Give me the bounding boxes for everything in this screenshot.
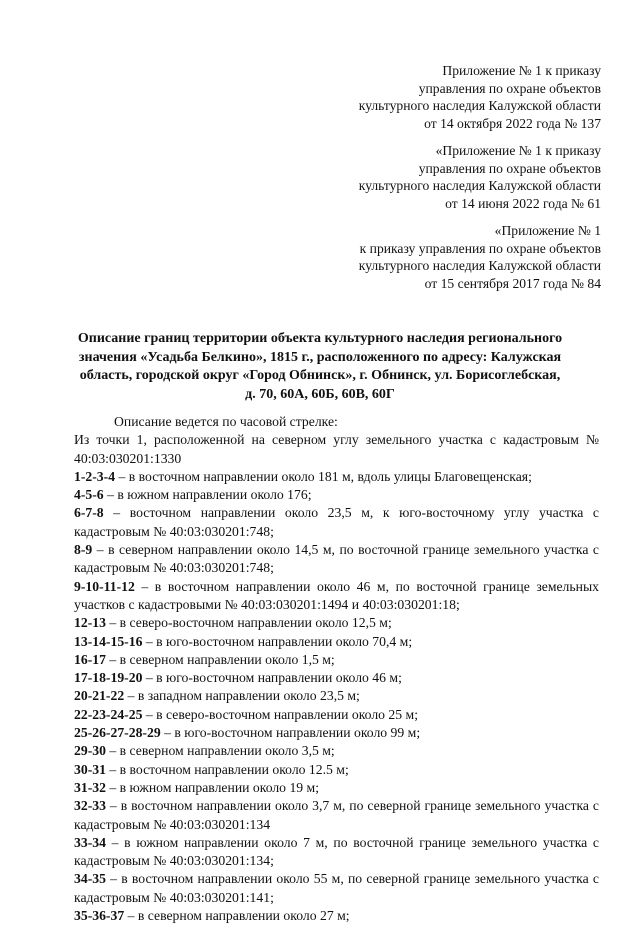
appendix-line: управления по охране объектов [418, 160, 601, 176]
segment-text: – в восточном направлении около 12.5 м; [105, 761, 349, 777]
segment-points: 13-14-15-16 [74, 633, 143, 649]
segment-points: 17-18-19-20 [74, 670, 143, 686]
appendix-line: управления по охране объектов [418, 80, 601, 96]
segment-points: 30-31 [74, 761, 106, 777]
title-line: д. 70, 60А, 60Б, 60В, 60Г [245, 386, 395, 402]
appendix-line: культурного наследия Калужской области [358, 258, 601, 273]
segment-item [74, 797, 599, 834]
segment-item [74, 504, 599, 541]
segment-points: 33-34 [74, 834, 106, 850]
segment-text: – в северо-восточном направлении около 25 м; [142, 706, 419, 722]
segment-text: – в восточном направлении около 3,7 м, по северной границе земельного участка с кадастровым № 40:03:030201:134 [74, 798, 599, 832]
segment-points: 34-35 [74, 871, 106, 887]
segment-points: 6-7-8 [74, 505, 104, 521]
segment-item [74, 468, 599, 486]
segment-item [74, 907, 599, 925]
segment-item [74, 651, 599, 669]
segment-points: 32-33 [74, 798, 106, 814]
appendix-line: культурного наследия Калужской области [358, 178, 601, 193]
segment-points: 25-26-27-28-29 [74, 725, 161, 741]
segment-text: – в северном направлении около 27 м; [124, 908, 350, 924]
segment-points: 1-2-3-4 [74, 468, 116, 484]
appendix-line: от 15 сентября 2017 года № 84 [424, 275, 601, 291]
appendix-line: к приказу управления по охране объектов [359, 240, 601, 256]
segment-item [74, 669, 599, 687]
segment-item [74, 834, 599, 871]
segment-points: 8-9 [74, 542, 93, 558]
segment-text: – в северо-восточном направлении около 12,5 м; [105, 615, 392, 631]
title-line: область, городской округ «Город Обнинск», г. Обнинск, ул. Борисоглебская, [79, 368, 561, 383]
segment-text: – в восточном направлении около 46 м, по восточной границе земельных участков с кадастровыми № 40:03:030201:1494 и 40:03:030201:18; [74, 578, 599, 612]
appendix-header-2 [359, 142, 601, 212]
segment-text: – в юго-восточном направлении около 70,4 м; [142, 633, 413, 649]
segment-text: – в южном направлении около 176; [103, 487, 312, 503]
segment-text: – в южном направлении около 19 м; [105, 779, 320, 795]
appendix-line: Приложение № 1 к приказу [442, 63, 601, 78]
segment-item [74, 633, 599, 651]
segment-text: – в восточном направлении около 181 м, вдоль улицы Благовещенская; [115, 468, 532, 484]
segment-points: 16-17 [74, 651, 106, 667]
appendix-line: «Приложение № 1 [494, 223, 601, 238]
segment-text: – в северном направлении около 1,5 м; [105, 651, 335, 667]
segment-text: – восточном направлении около 23,5 м, к юго-восточному углу участка с кадастровым № 40:03:030201:748; [74, 505, 599, 539]
segment-text: – в юго-восточном направлении около 46 м; [142, 670, 402, 686]
segment-points: 22-23-24-25 [74, 706, 143, 722]
segment-item [74, 724, 599, 742]
segment-item [74, 779, 599, 797]
appendix-line: от 14 июня 2022 года № 61 [445, 195, 601, 211]
segment-points: 20-21-22 [74, 688, 125, 704]
segment-points: 35-36-37 [74, 908, 125, 924]
title-line: значения «Усадьба Белкино», 1815 г., расположенного по адресу: Калужская [78, 349, 562, 365]
appendix-header-1 [359, 62, 601, 132]
intro-paragraph: Описание ведется по часовой стрелке: [114, 414, 338, 429]
segment-item [74, 614, 599, 632]
appendix-line: культурного наследия Калужской области [358, 98, 601, 113]
segment-text: – в западном направлении около 23,5 м; [124, 688, 360, 704]
segment-text: – в южном направлении около 7 м, по восточной границе земельного участка с кадастровым № 40:03:030201:134; [74, 834, 599, 869]
segment-list [74, 468, 599, 925]
segment-points: 4-5-6 [74, 487, 104, 503]
document-body [74, 413, 599, 925]
segment-item [74, 870, 599, 907]
appendix-line: «Приложение № 1 к приказу [435, 143, 601, 158]
segment-text: – в восточном направлении около 55 м, по северной границе земельного участка с кадастровым № 40:03:030201:141; [74, 871, 599, 905]
segment-points: 31-32 [74, 779, 106, 795]
segment-item [74, 706, 599, 724]
segment-points: 12-13 [74, 615, 106, 631]
segment-item [74, 486, 599, 504]
segment-item [74, 742, 599, 760]
segment-item [74, 761, 599, 779]
start-paragraph: Из точки 1, расположенной на северном углу земельного участка с кадастровым № 40:03:030201:1330 [74, 432, 599, 466]
appendix-header-3 [359, 222, 601, 292]
segment-item [74, 687, 599, 705]
segment-points: 29-30 [74, 743, 106, 759]
segment-item [74, 541, 599, 578]
segment-text: – в северном направлении около 3,5 м; [105, 743, 335, 759]
segment-text: – в северном направлении около 14,5 м, по восточной границе земельного участка с кадастровым № 40:03:030201:748; [74, 542, 599, 576]
segment-item [74, 578, 599, 615]
segment-text: – в юго-восточном направлении около 99 м; [160, 725, 421, 741]
segment-points: 9-10-11-12 [74, 578, 135, 594]
title-line: Описание границ территории объекта культурного наследия регионального [77, 331, 563, 346]
document-title [60, 330, 580, 404]
appendix-line: от 14 октября 2022 года № 137 [424, 115, 601, 131]
